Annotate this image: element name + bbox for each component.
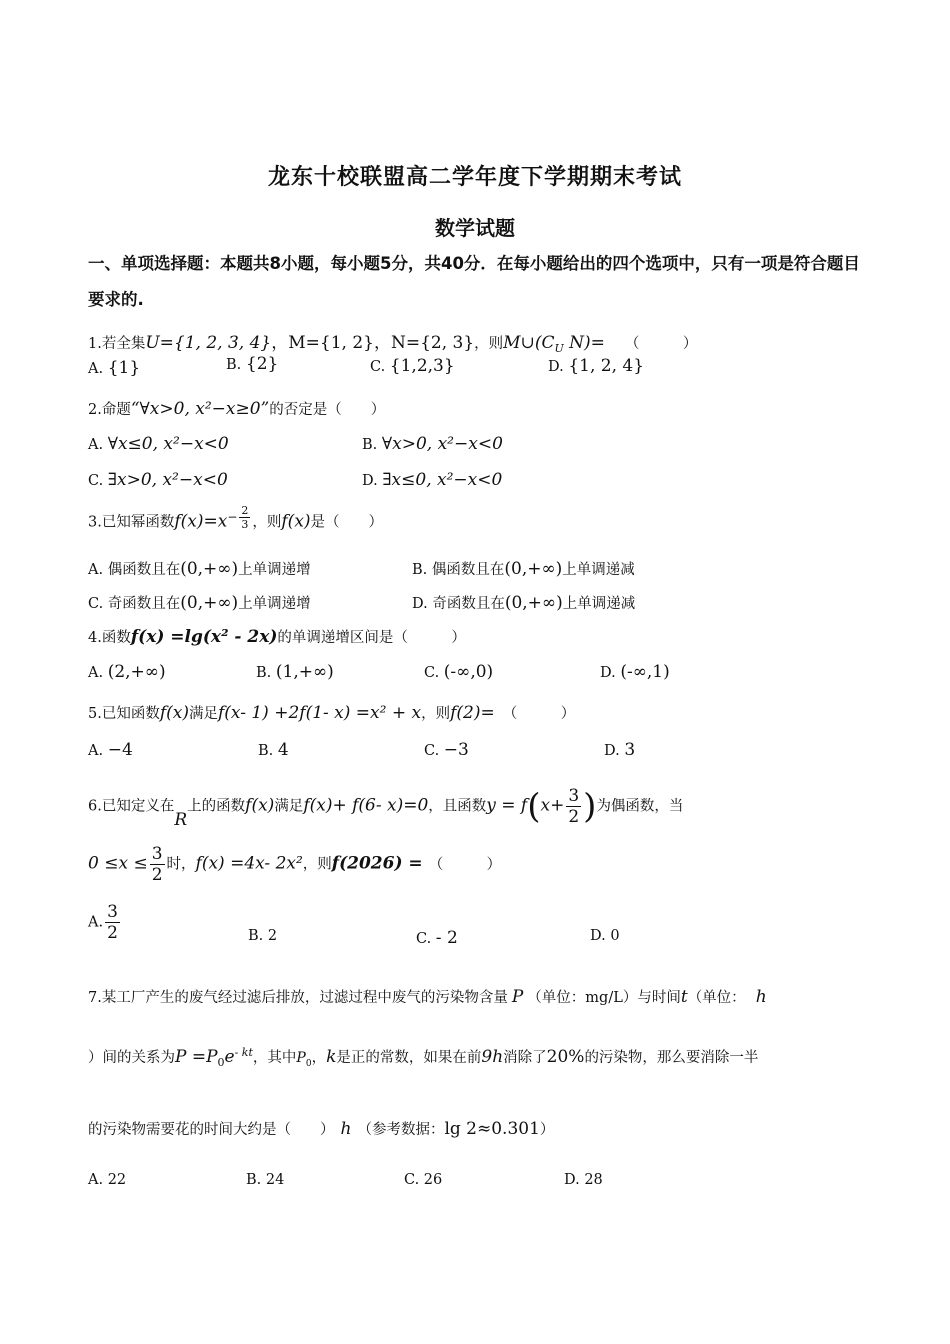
question-3-stem [88,504,383,531]
q5-condition: f(x- 1) +2f(1- x) =x² + x [218,703,422,723]
q6-lead: 6.已知定义在 [88,798,175,815]
q1-option-c[interactable] [370,356,455,376]
option-label: A. [88,437,104,453]
option-label: B. [256,665,272,681]
q6-definition: f(x) =4x- 2x² [195,853,303,874]
q3-option-a[interactable] [88,558,311,579]
q6-frac-num: 3 [568,786,580,806]
question-7-stem [88,986,767,1007]
option-text: 3 [624,740,636,760]
question-6-stem-line2 [88,844,501,885]
question-6-stem [88,786,684,830]
q4-option-d[interactable] [600,662,670,682]
q7-option-a[interactable] [88,1172,126,1188]
option-label: D. [548,359,564,375]
option-text: ∀x≤0, x²−x<0 [107,434,229,454]
q6-option-b[interactable] [248,928,277,944]
q6-fx: f(x) [245,795,275,816]
q2-tail: 的否定是（ ） [269,402,386,418]
option-label: D. [600,665,616,681]
question-7-stem-line2 [88,1046,758,1069]
q7-reference: lg 2≈0.301 [444,1119,540,1139]
option-text: 奇函数且在 [432,596,505,612]
q6-text: 满足 [274,798,304,815]
q2-option-b[interactable] [362,434,503,454]
q6-right-paren: ) [583,786,597,827]
q6-text: 时， [166,856,196,873]
q7-text: （单位：mg/L）与时间 [527,990,681,1006]
q7-option-c[interactable] [404,1172,442,1188]
q5-option-a[interactable] [88,740,133,760]
q7-h: h [340,1119,352,1139]
option-text: −4 [107,740,133,760]
option-label: C. [416,931,432,947]
q4-lead: 4.函数 [88,630,131,646]
q7-option-b[interactable] [246,1172,284,1188]
q6-option-d[interactable] [590,928,620,944]
q6-paren: （ ） [428,856,502,873]
q3-fx2: f(x) [281,511,311,532]
option-label: A. [88,914,104,931]
option-label: C. [370,359,386,375]
option-label: C. [424,743,440,759]
q4-option-c[interactable] [424,662,493,682]
q2-lead: 2.命题 [88,402,131,418]
q4-option-a[interactable] [88,662,166,682]
q6-frac-den: 2 [151,865,163,885]
q3-exp-num: 2 [241,504,249,517]
q7-text: 7.某工厂产生的废气经过滤后排放，过滤过程中废气的污染物含量 [88,990,508,1006]
option-label: B. [412,562,428,578]
option-text: 24 [265,1172,285,1188]
q6-left-paren: ( [527,786,541,827]
page-subtitle: 数学试题 [435,216,515,240]
q3-exp-sign: − [227,509,238,524]
option-text: ∃x≤0, x²−x<0 [382,470,503,490]
option-text: 偶函数且在 [431,562,505,578]
q5-fx: f(x) [159,703,189,723]
question-2-stem [88,398,385,419]
q6-inequality: 0 ≤x ≤ [88,853,148,874]
q6-option-c[interactable] [416,928,458,948]
q3-option-b[interactable] [412,558,635,579]
q2-option-d[interactable] [362,470,502,490]
q5-mid: 满足 [189,706,218,722]
q1-lead: 1.若全集 [88,336,146,352]
option-text: {1} [107,358,141,378]
q7-text: 是正的常数，如果在前 [336,1050,482,1066]
q1-set-u: U={1, 2, 3, 4} [145,333,272,353]
option-label: A. [88,361,104,377]
option-label: D. [362,473,378,489]
q7-text: 消除了 [503,1050,547,1066]
option-label: B. [248,928,264,944]
option-frac-den: 2 [107,923,118,943]
q7-nine-h: 9h [481,1047,504,1067]
q6-frac-den: 2 [568,807,580,827]
option-text: 28 [584,1172,603,1188]
option-label: A. [88,1172,104,1188]
q7-p: P [511,987,524,1007]
q3-then: ，则 [252,514,282,531]
q6-condition: f(x)+ f(6- x)=0 [303,795,429,816]
option-text: {2} [245,354,279,374]
option-text: {1,2,3} [389,356,455,376]
option-label: B. [258,743,274,759]
q3-lead: 3.已知幂函数 [88,514,175,531]
option-label: D. [564,1172,580,1188]
q7-k: k [326,1047,337,1067]
q7-formula-sub: 0 [217,1055,225,1069]
option-interval: (0,+∞) [504,559,563,579]
q1-option-d[interactable] [548,356,644,376]
q6-text: 为偶函数，当 [596,798,684,815]
q2-expr: “∀x>0, x²−x≥0” [130,399,270,419]
q5-paren: （ ） [502,706,576,722]
q7-text: （单位： [687,990,746,1006]
q3-exp-den: 3 [241,518,249,531]
q6-yf: y = f [486,795,528,816]
q7-percent: 20% [546,1047,585,1067]
q5-option-b[interactable] [258,740,289,760]
page-title: 龙东十校联盟高二学年度下学期期末考试 [267,165,682,190]
option-label: C. [424,665,440,681]
q6-text: ，且函数 [428,798,487,815]
q7-p0-sub: 0 [305,1058,312,1069]
option-text: 0 [610,928,620,944]
option-text: {1, 2, 4} [568,356,645,376]
question-5-stem [88,702,575,723]
option-text: (-∞,1) [620,662,670,682]
question-1-stem [88,328,697,355]
question-4-stem [88,626,466,647]
q7-comma: ， [311,1050,327,1066]
option-text: 上单调递增 [238,596,311,612]
option-label: C. [404,1172,420,1188]
q6-xplus: x+ [540,795,565,816]
q7-t: t [680,987,688,1007]
q6-ask: f(2026) = [331,853,423,874]
option-label: B. [246,1172,262,1188]
q6-text: 上的函数 [187,798,246,815]
q7-text: 的污染物，那么要消除一半 [584,1050,759,1066]
option-text: −3 [443,740,469,760]
q1-set-m: ，M={1, 2} [271,333,374,353]
q2-option-a[interactable] [88,434,229,454]
option-text: - 2 [435,928,458,948]
q1-expr: M∪(C [503,333,555,353]
q7-text: （参考数据： [357,1122,445,1138]
q7-p0: P [296,1050,306,1066]
section-heading: 一、单项选择题：本题共8小题，每小题5分，共40分．在每小题给出的四个选项中，只有一项是符合题目要求的. [88,254,860,309]
q1-sub: U [554,341,564,355]
option-text: ∃x>0, x²−x<0 [107,470,228,490]
option-label: A. [88,743,104,759]
q7-text: ） [539,1122,555,1138]
q6-r: R [174,809,188,830]
option-label: A. [88,665,104,681]
q3-option-d[interactable] [412,592,635,613]
q1-set-n: ，N={2, 3} [373,333,475,353]
q5-then: ，则 [421,706,451,722]
option-frac-num: 3 [107,902,118,922]
q4-tail: 的单调递增区间是（ ） [277,630,466,646]
q7-formula-exp: - kt [234,1046,253,1060]
q7-formula-e: e [224,1047,235,1067]
q7-text: ，其中 [252,1050,297,1066]
q2-option-c[interactable] [88,470,228,490]
option-label: C. [88,596,104,612]
option-text: (2,+∞) [107,662,166,682]
option-interval: (0,+∞) [180,593,239,613]
q6-option-a[interactable] [88,902,122,943]
q3-tail: 是（ ） [310,514,384,531]
option-text: 上单调递减 [562,596,636,612]
q1-then: ，则 [474,336,504,352]
option-label: D. [412,596,428,612]
q5-ask: f(2)= [450,703,495,723]
option-text: (-∞,0) [443,662,494,682]
q3-option-c[interactable] [88,592,311,613]
option-label: B. [226,357,242,373]
q1-option-a[interactable] [88,358,140,378]
q5-lead: 5.已知函数 [88,706,160,722]
q6-text: ，则 [302,856,332,873]
option-text: 4 [277,740,289,760]
option-text: ∀x>0, x²−x<0 [381,434,503,454]
question-7-stem-line3 [88,1118,554,1139]
q7-h: h [755,987,767,1007]
option-interval: (0,+∞) [180,559,239,579]
q5-option-d[interactable] [604,740,635,760]
option-text: 偶函数且在 [107,562,181,578]
q6-frac-num: 3 [151,844,163,864]
option-text: 22 [107,1172,127,1188]
q4-expr: f(x) =lg(x² - 2x) [130,627,278,647]
option-label: D. [590,928,606,944]
option-interval: (0,+∞) [504,593,563,613]
option-text: 2 [267,928,278,944]
q1-option-b[interactable] [226,354,278,374]
option-text: 奇函数且在 [107,596,181,612]
option-label: D. [604,743,620,759]
q1-expr2: N)= [563,333,605,353]
q1-paren: （ ） [624,336,698,352]
q5-option-c[interactable] [424,740,469,760]
option-text: 26 [423,1172,443,1188]
option-label: A. [88,562,104,578]
q7-text: 的污染物需要花的时间大约是（ ） [88,1122,335,1138]
q7-text: ）间的关系为 [88,1050,175,1066]
option-label: C. [88,473,104,489]
option-text: 上单调递增 [238,562,311,578]
option-text: 上单调递减 [562,562,635,578]
option-label: B. [362,437,378,453]
q3-exponent [227,504,252,531]
q4-option-b[interactable] [256,662,334,682]
q3-fx: f(x)=x [174,511,228,532]
option-text: (1,+∞) [275,662,334,682]
q7-option-d[interactable] [564,1172,603,1188]
q7-formula: P =P [175,1047,218,1067]
